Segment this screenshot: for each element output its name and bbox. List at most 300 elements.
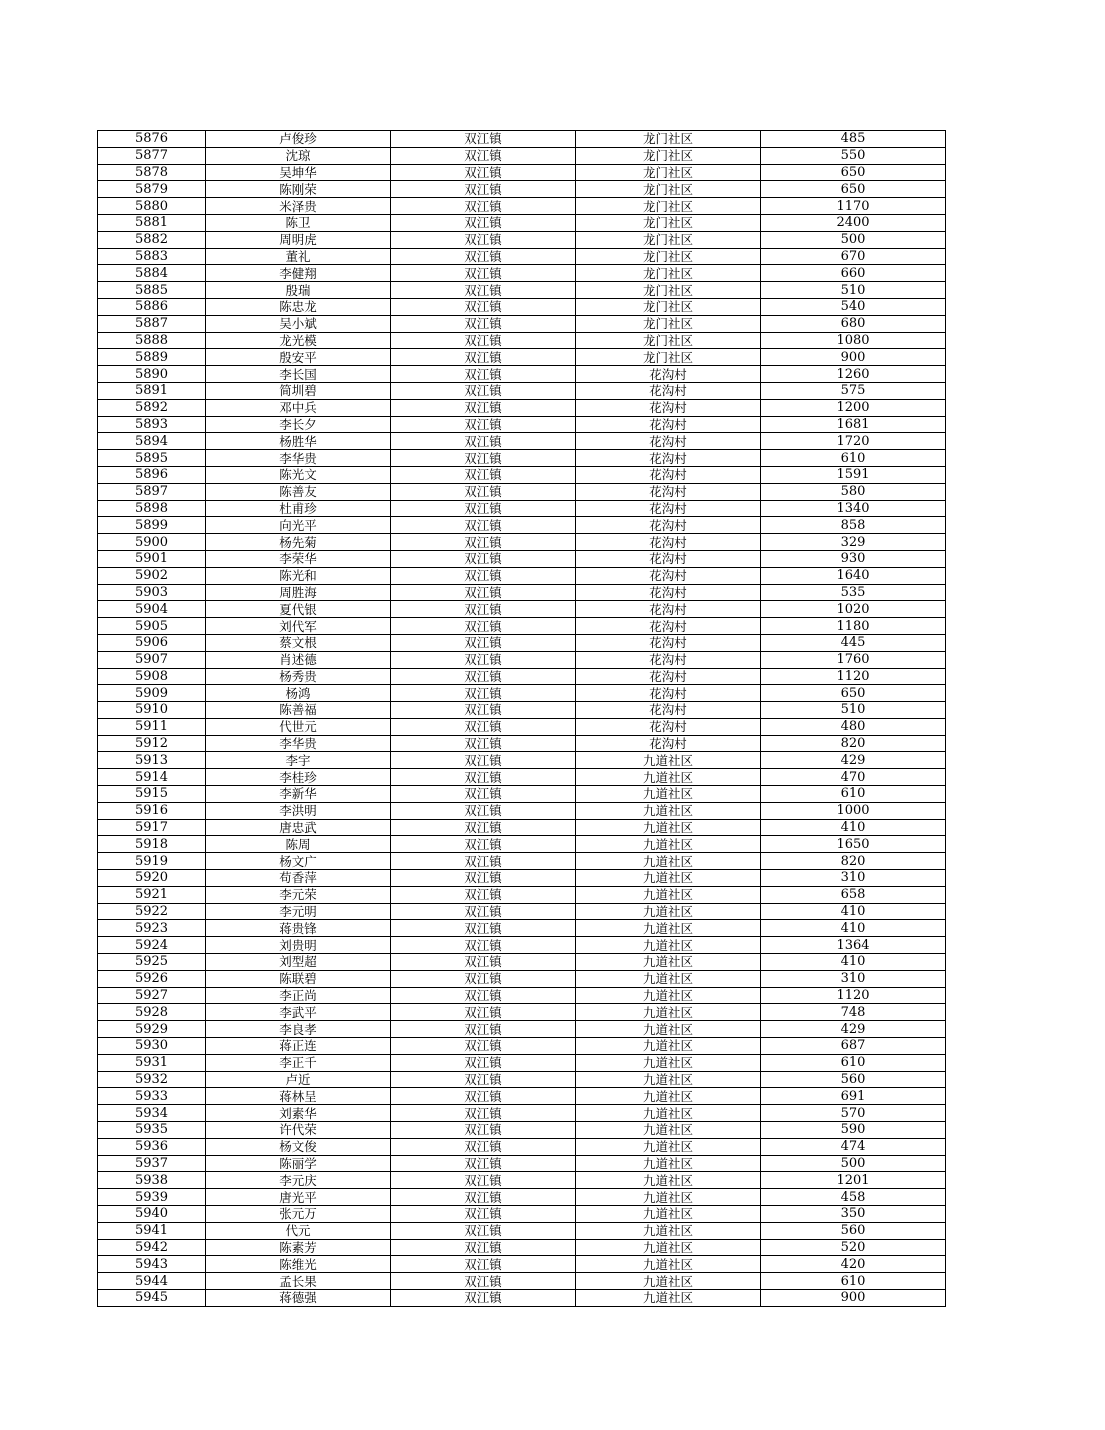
table-row	[98, 836, 946, 853]
table-row	[98, 1155, 946, 1172]
amount-cell: 480	[761, 718, 946, 735]
village-cell: 花沟村	[576, 483, 761, 500]
table-row	[98, 567, 946, 584]
table-row	[98, 1122, 946, 1139]
table-row	[98, 920, 946, 937]
table-row	[98, 349, 946, 366]
amount-cell: 580	[761, 483, 946, 500]
town-cell: 双江镇	[391, 1155, 576, 1172]
row-id-cell: 5926	[98, 970, 206, 987]
town-cell: 双江镇	[391, 685, 576, 702]
name-cell: 陈维光	[206, 1256, 391, 1273]
table-row	[98, 1088, 946, 1105]
amount-cell: 485	[761, 131, 946, 148]
row-id-cell: 5945	[98, 1289, 206, 1306]
amount-cell: 575	[761, 382, 946, 399]
village-cell: 花沟村	[576, 416, 761, 433]
town-cell: 双江镇	[391, 433, 576, 450]
name-cell: 陈善福	[206, 702, 391, 719]
village-cell: 花沟村	[576, 366, 761, 383]
table-row	[98, 1105, 946, 1122]
amount-cell: 687	[761, 1038, 946, 1055]
town-cell: 双江镇	[391, 651, 576, 668]
name-cell: 蒋贵锋	[206, 920, 391, 937]
table-row	[98, 886, 946, 903]
table-row	[98, 433, 946, 450]
town-cell: 双江镇	[391, 1222, 576, 1239]
row-id-cell: 5934	[98, 1105, 206, 1122]
row-id-cell: 5876	[98, 131, 206, 148]
name-cell: 李武平	[206, 1004, 391, 1021]
town-cell: 双江镇	[391, 987, 576, 1004]
name-cell: 苟香萍	[206, 870, 391, 887]
village-cell: 花沟村	[576, 618, 761, 635]
town-cell: 双江镇	[391, 1004, 576, 1021]
amount-cell: 748	[761, 1004, 946, 1021]
amount-cell: 610	[761, 1054, 946, 1071]
table-row	[98, 819, 946, 836]
name-cell: 李良孝	[206, 1021, 391, 1038]
name-cell: 肖述德	[206, 651, 391, 668]
table-row	[98, 214, 946, 231]
amount-cell: 1020	[761, 601, 946, 618]
village-cell: 花沟村	[576, 668, 761, 685]
amount-cell: 1201	[761, 1172, 946, 1189]
name-cell: 李元明	[206, 903, 391, 920]
amount-cell: 900	[761, 1289, 946, 1306]
table-row	[98, 517, 946, 534]
village-cell: 花沟村	[576, 702, 761, 719]
table-row	[98, 987, 946, 1004]
table-row	[98, 870, 946, 887]
town-cell: 双江镇	[391, 231, 576, 248]
row-id-cell: 5930	[98, 1038, 206, 1055]
table-row	[98, 1273, 946, 1290]
name-cell: 杨文俊	[206, 1138, 391, 1155]
name-cell: 蒋正连	[206, 1038, 391, 1055]
village-cell: 花沟村	[576, 450, 761, 467]
name-cell: 唐忠武	[206, 819, 391, 836]
village-cell: 九道社区	[576, 802, 761, 819]
name-cell: 吴小斌	[206, 315, 391, 332]
village-cell: 九道社区	[576, 920, 761, 937]
town-cell: 双江镇	[391, 147, 576, 164]
town-cell: 双江镇	[391, 769, 576, 786]
amount-cell: 560	[761, 1071, 946, 1088]
row-id-cell: 5880	[98, 198, 206, 215]
table-row	[98, 1172, 946, 1189]
name-cell: 许代荣	[206, 1122, 391, 1139]
town-cell: 双江镇	[391, 517, 576, 534]
amount-cell: 474	[761, 1138, 946, 1155]
village-cell: 九道社区	[576, 1088, 761, 1105]
row-id-cell: 5927	[98, 987, 206, 1004]
town-cell: 双江镇	[391, 870, 576, 887]
name-cell: 殷瑞	[206, 282, 391, 299]
amount-cell: 650	[761, 181, 946, 198]
table-row	[98, 954, 946, 971]
table-row	[98, 853, 946, 870]
name-cell: 刘贵明	[206, 937, 391, 954]
name-cell: 陈素芳	[206, 1239, 391, 1256]
row-id-cell: 5916	[98, 802, 206, 819]
table-row	[98, 198, 946, 215]
row-id-cell: 5939	[98, 1189, 206, 1206]
village-cell: 花沟村	[576, 517, 761, 534]
table-row	[98, 1071, 946, 1088]
name-cell: 李长夕	[206, 416, 391, 433]
town-cell: 双江镇	[391, 819, 576, 836]
row-id-cell: 5906	[98, 634, 206, 651]
amount-cell: 500	[761, 231, 946, 248]
table-row	[98, 1021, 946, 1038]
table-row	[98, 416, 946, 433]
town-cell: 双江镇	[391, 1172, 576, 1189]
row-id-cell: 5908	[98, 668, 206, 685]
amount-cell: 1120	[761, 987, 946, 1004]
row-id-cell: 5882	[98, 231, 206, 248]
amount-cell: 1640	[761, 567, 946, 584]
town-cell: 双江镇	[391, 181, 576, 198]
village-cell: 九道社区	[576, 1054, 761, 1071]
town-cell: 双江镇	[391, 970, 576, 987]
amount-cell: 445	[761, 634, 946, 651]
table-row	[98, 1189, 946, 1206]
name-cell: 杨秀贵	[206, 668, 391, 685]
town-cell: 双江镇	[391, 668, 576, 685]
village-cell: 花沟村	[576, 634, 761, 651]
name-cell: 杨胜华	[206, 433, 391, 450]
amount-cell: 660	[761, 265, 946, 282]
amount-cell: 1760	[761, 651, 946, 668]
row-id-cell: 5936	[98, 1138, 206, 1155]
village-cell: 花沟村	[576, 466, 761, 483]
town-cell: 双江镇	[391, 349, 576, 366]
name-cell: 杨鸿	[206, 685, 391, 702]
name-cell: 李长国	[206, 366, 391, 383]
table-row	[98, 466, 946, 483]
village-cell: 龙门社区	[576, 349, 761, 366]
village-cell: 龙门社区	[576, 198, 761, 215]
amount-cell: 1120	[761, 668, 946, 685]
village-cell: 花沟村	[576, 567, 761, 584]
name-cell: 殷安平	[206, 349, 391, 366]
table-row	[98, 399, 946, 416]
row-id-cell: 5941	[98, 1222, 206, 1239]
village-cell: 花沟村	[576, 584, 761, 601]
row-id-cell: 5933	[98, 1088, 206, 1105]
name-cell: 杨先菊	[206, 534, 391, 551]
village-cell: 龙门社区	[576, 164, 761, 181]
table-row	[98, 1206, 946, 1223]
amount-cell: 429	[761, 1021, 946, 1038]
table-row	[98, 685, 946, 702]
row-id-cell: 5929	[98, 1021, 206, 1038]
row-id-cell: 5900	[98, 534, 206, 551]
town-cell: 双江镇	[391, 1273, 576, 1290]
town-cell: 双江镇	[391, 1021, 576, 1038]
row-id-cell: 5901	[98, 550, 206, 567]
row-id-cell: 5877	[98, 147, 206, 164]
amount-cell: 429	[761, 752, 946, 769]
village-cell: 花沟村	[576, 601, 761, 618]
table-row	[98, 937, 946, 954]
table-row	[98, 282, 946, 299]
village-cell: 九道社区	[576, 870, 761, 887]
name-cell: 简圳碧	[206, 382, 391, 399]
town-cell: 双江镇	[391, 131, 576, 148]
town-cell: 双江镇	[391, 466, 576, 483]
name-cell: 唐光平	[206, 1189, 391, 1206]
village-cell: 花沟村	[576, 651, 761, 668]
amount-cell: 510	[761, 282, 946, 299]
row-id-cell: 5887	[98, 315, 206, 332]
amount-cell: 1260	[761, 366, 946, 383]
amount-cell: 550	[761, 147, 946, 164]
town-cell: 双江镇	[391, 1088, 576, 1105]
row-id-cell: 5897	[98, 483, 206, 500]
table-row	[98, 786, 946, 803]
amount-cell: 820	[761, 853, 946, 870]
row-id-cell: 5912	[98, 735, 206, 752]
name-cell: 陈善友	[206, 483, 391, 500]
amount-cell: 540	[761, 298, 946, 315]
name-cell: 蔡文根	[206, 634, 391, 651]
row-id-cell: 5922	[98, 903, 206, 920]
amount-cell: 350	[761, 1206, 946, 1223]
town-cell: 双江镇	[391, 416, 576, 433]
town-cell: 双江镇	[391, 618, 576, 635]
village-cell: 九道社区	[576, 937, 761, 954]
name-cell: 陈卫	[206, 214, 391, 231]
amount-cell: 691	[761, 1088, 946, 1105]
row-id-cell: 5937	[98, 1155, 206, 1172]
village-cell: 花沟村	[576, 735, 761, 752]
amount-cell: 500	[761, 1155, 946, 1172]
name-cell: 陈联碧	[206, 970, 391, 987]
row-id-cell: 5879	[98, 181, 206, 198]
amount-cell: 658	[761, 886, 946, 903]
village-cell: 花沟村	[576, 534, 761, 551]
row-id-cell: 5889	[98, 349, 206, 366]
town-cell: 双江镇	[391, 735, 576, 752]
village-cell: 九道社区	[576, 954, 761, 971]
row-id-cell: 5909	[98, 685, 206, 702]
town-cell: 双江镇	[391, 332, 576, 349]
town-cell: 双江镇	[391, 567, 576, 584]
village-cell: 花沟村	[576, 500, 761, 517]
town-cell: 双江镇	[391, 550, 576, 567]
row-id-cell: 5915	[98, 786, 206, 803]
amount-cell: 1650	[761, 836, 946, 853]
row-id-cell: 5943	[98, 1256, 206, 1273]
name-cell: 李华贵	[206, 735, 391, 752]
amount-cell: 1720	[761, 433, 946, 450]
name-cell: 陈周	[206, 836, 391, 853]
village-cell: 九道社区	[576, 970, 761, 987]
name-cell: 李新华	[206, 786, 391, 803]
row-id-cell: 5917	[98, 819, 206, 836]
row-id-cell: 5888	[98, 332, 206, 349]
town-cell: 双江镇	[391, 634, 576, 651]
amount-cell: 680	[761, 315, 946, 332]
town-cell: 双江镇	[391, 399, 576, 416]
village-cell: 龙门社区	[576, 265, 761, 282]
row-id-cell: 5883	[98, 248, 206, 265]
village-cell: 九道社区	[576, 853, 761, 870]
row-id-cell: 5899	[98, 517, 206, 534]
amount-cell: 1180	[761, 618, 946, 635]
village-cell: 九道社区	[576, 1021, 761, 1038]
village-cell: 九道社区	[576, 1222, 761, 1239]
village-cell: 九道社区	[576, 1172, 761, 1189]
town-cell: 双江镇	[391, 920, 576, 937]
table-row	[98, 534, 946, 551]
row-id-cell: 5920	[98, 870, 206, 887]
row-id-cell: 5940	[98, 1206, 206, 1223]
table-row	[98, 769, 946, 786]
amount-cell: 410	[761, 819, 946, 836]
amount-cell: 858	[761, 517, 946, 534]
village-cell: 九道社区	[576, 819, 761, 836]
table-row	[98, 618, 946, 635]
village-cell: 龙门社区	[576, 248, 761, 265]
row-id-cell: 5903	[98, 584, 206, 601]
village-cell: 九道社区	[576, 1071, 761, 1088]
name-cell: 代世元	[206, 718, 391, 735]
amount-cell: 650	[761, 685, 946, 702]
name-cell: 向光平	[206, 517, 391, 534]
row-id-cell: 5925	[98, 954, 206, 971]
village-cell: 九道社区	[576, 1038, 761, 1055]
row-id-cell: 5894	[98, 433, 206, 450]
village-cell: 九道社区	[576, 1004, 761, 1021]
amount-cell: 610	[761, 1273, 946, 1290]
town-cell: 双江镇	[391, 903, 576, 920]
village-cell: 九道社区	[576, 886, 761, 903]
village-cell: 九道社区	[576, 786, 761, 803]
town-cell: 双江镇	[391, 1239, 576, 1256]
amount-cell: 1681	[761, 416, 946, 433]
row-id-cell: 5931	[98, 1054, 206, 1071]
data-table	[97, 130, 946, 1307]
town-cell: 双江镇	[391, 315, 576, 332]
table-row	[98, 718, 946, 735]
town-cell: 双江镇	[391, 500, 576, 517]
row-id-cell: 5914	[98, 769, 206, 786]
amount-cell: 410	[761, 920, 946, 937]
row-id-cell: 5890	[98, 366, 206, 383]
town-cell: 双江镇	[391, 886, 576, 903]
amount-cell: 650	[761, 164, 946, 181]
village-cell: 龙门社区	[576, 147, 761, 164]
name-cell: 李正尚	[206, 987, 391, 1004]
village-cell: 龙门社区	[576, 332, 761, 349]
village-cell: 九道社区	[576, 836, 761, 853]
name-cell: 代元	[206, 1222, 391, 1239]
town-cell: 双江镇	[391, 298, 576, 315]
table-row	[98, 651, 946, 668]
village-cell: 九道社区	[576, 903, 761, 920]
name-cell: 李华贵	[206, 450, 391, 467]
table-row	[98, 1054, 946, 1071]
amount-cell: 420	[761, 1256, 946, 1273]
row-id-cell: 5911	[98, 718, 206, 735]
row-id-cell: 5942	[98, 1239, 206, 1256]
row-id-cell: 5898	[98, 500, 206, 517]
table-row	[98, 1239, 946, 1256]
amount-cell: 2400	[761, 214, 946, 231]
name-cell: 陈光文	[206, 466, 391, 483]
table-row	[98, 735, 946, 752]
name-cell: 卢近	[206, 1071, 391, 1088]
town-cell: 双江镇	[391, 282, 576, 299]
town-cell: 双江镇	[391, 214, 576, 231]
town-cell: 双江镇	[391, 802, 576, 819]
row-id-cell: 5904	[98, 601, 206, 618]
town-cell: 双江镇	[391, 366, 576, 383]
amount-cell: 560	[761, 1222, 946, 1239]
row-id-cell: 5878	[98, 164, 206, 181]
row-id-cell: 5932	[98, 1071, 206, 1088]
name-cell: 李桂珍	[206, 769, 391, 786]
amount-cell: 670	[761, 248, 946, 265]
name-cell: 吴坤华	[206, 164, 391, 181]
row-id-cell: 5895	[98, 450, 206, 467]
village-cell: 龙门社区	[576, 181, 761, 198]
name-cell: 刘代军	[206, 618, 391, 635]
amount-cell: 310	[761, 870, 946, 887]
amount-cell: 410	[761, 903, 946, 920]
name-cell: 李正千	[206, 1054, 391, 1071]
table-row	[98, 802, 946, 819]
amount-cell: 458	[761, 1189, 946, 1206]
table-row	[98, 1004, 946, 1021]
name-cell: 陈丽学	[206, 1155, 391, 1172]
row-id-cell: 5944	[98, 1273, 206, 1290]
name-cell: 陈忠龙	[206, 298, 391, 315]
row-id-cell: 5893	[98, 416, 206, 433]
town-cell: 双江镇	[391, 164, 576, 181]
village-cell: 九道社区	[576, 1273, 761, 1290]
name-cell: 刘素华	[206, 1105, 391, 1122]
town-cell: 双江镇	[391, 718, 576, 735]
name-cell: 李元庆	[206, 1172, 391, 1189]
row-id-cell: 5896	[98, 466, 206, 483]
amount-cell: 1000	[761, 802, 946, 819]
village-cell: 龙门社区	[576, 131, 761, 148]
town-cell: 双江镇	[391, 382, 576, 399]
village-cell: 九道社区	[576, 1155, 761, 1172]
name-cell: 李洪明	[206, 802, 391, 819]
table-row	[98, 315, 946, 332]
row-id-cell: 5923	[98, 920, 206, 937]
town-cell: 双江镇	[391, 265, 576, 282]
village-cell: 花沟村	[576, 550, 761, 567]
row-id-cell: 5913	[98, 752, 206, 769]
town-cell: 双江镇	[391, 702, 576, 719]
town-cell: 双江镇	[391, 1105, 576, 1122]
amount-cell: 1340	[761, 500, 946, 517]
name-cell: 董礼	[206, 248, 391, 265]
town-cell: 双江镇	[391, 954, 576, 971]
village-cell: 花沟村	[576, 718, 761, 735]
village-cell: 花沟村	[576, 685, 761, 702]
table-row	[98, 1256, 946, 1273]
table-row	[98, 483, 946, 500]
town-cell: 双江镇	[391, 483, 576, 500]
town-cell: 双江镇	[391, 836, 576, 853]
